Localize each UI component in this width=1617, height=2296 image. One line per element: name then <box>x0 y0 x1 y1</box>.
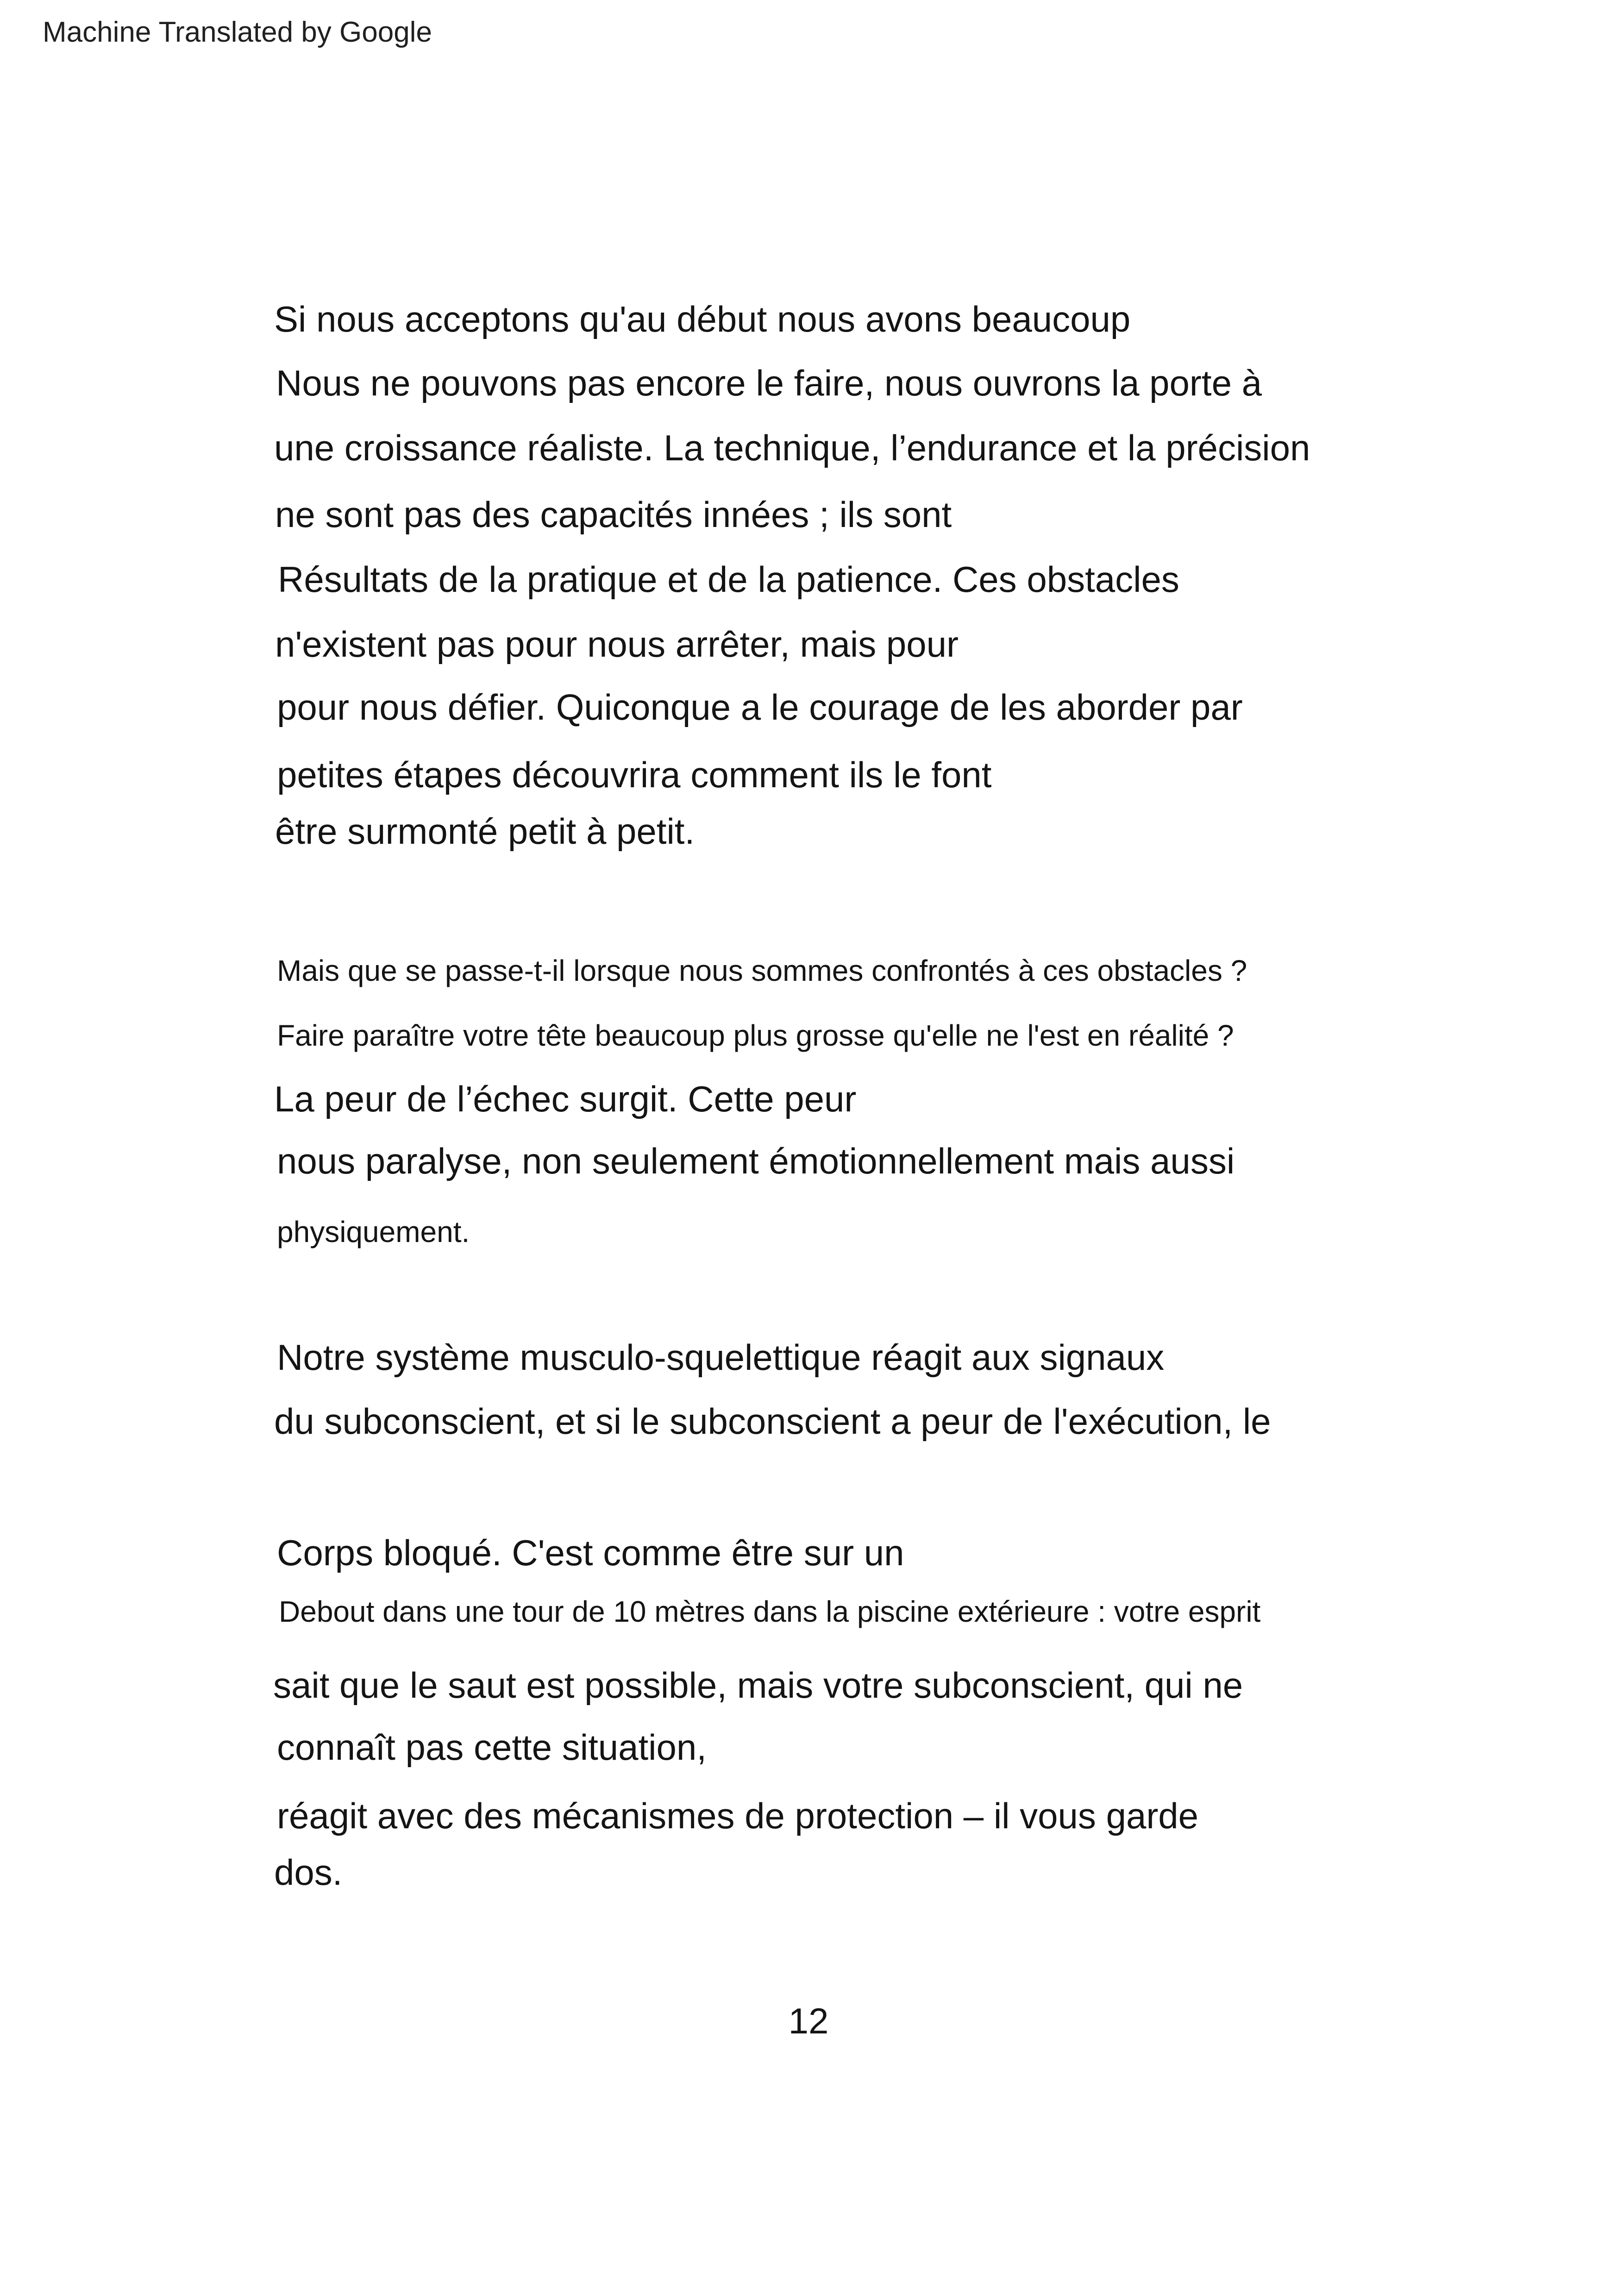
machine-translation-watermark: Machine Translated by Google <box>43 16 432 48</box>
text-line: Faire paraître votre tête beaucoup plus grosse qu'elle ne l'est en réalité ? <box>277 1019 1234 1052</box>
text-line: ne sont pas des capacités innées ; ils sont <box>275 494 952 535</box>
text-line: petites étapes découvrira comment ils le font <box>277 754 992 795</box>
page-number: 12 <box>788 2001 829 2041</box>
text-line: nous paralyse, non seulement émotionnellement mais aussi <box>277 1141 1235 1181</box>
text-line: connaît pas cette situation, <box>277 1727 707 1768</box>
text-line: Mais que se passe-t-il lorsque nous sommes confrontés à ces obstacles ? <box>277 954 1247 987</box>
text-line: être surmonté petit à petit. <box>275 811 695 852</box>
text-line: pour nous défier. Quiconque a le courage de les aborder par <box>277 687 1243 728</box>
text-line: du subconscient, et si le subconscient a peur de l'exécution, le <box>274 1401 1271 1442</box>
text-line: Nous ne pouvons pas encore le faire, nous ouvrons la porte à <box>276 363 1262 403</box>
text-line: dos. <box>274 1852 343 1893</box>
text-line: La peur de l’échec surgit. Cette peur <box>274 1079 857 1119</box>
text-line: réagit avec des mécanismes de protection – il vous garde <box>277 1795 1199 1836</box>
text-line: n'existent pas pour nous arrêter, mais pour <box>275 624 959 665</box>
text-line: Notre système musculo-squelettique réagit aux signaux <box>277 1337 1165 1378</box>
text-line: Résultats de la pratique et de la patience. Ces obstacles <box>278 559 1179 600</box>
text-line: Debout dans une tour de 10 mètres dans la piscine extérieure : votre esprit <box>279 1595 1261 1628</box>
text-line: une croissance réaliste. La technique, l’endurance et la précision <box>274 427 1310 468</box>
text-line: physiquement. <box>277 1215 470 1248</box>
text-line: Si nous acceptons qu'au début nous avons beaucoup <box>274 299 1131 339</box>
text-line: sait que le saut est possible, mais votre subconscient, qui ne <box>273 1665 1243 1706</box>
text-line: Corps bloqué. C'est comme être sur un <box>277 1532 904 1573</box>
